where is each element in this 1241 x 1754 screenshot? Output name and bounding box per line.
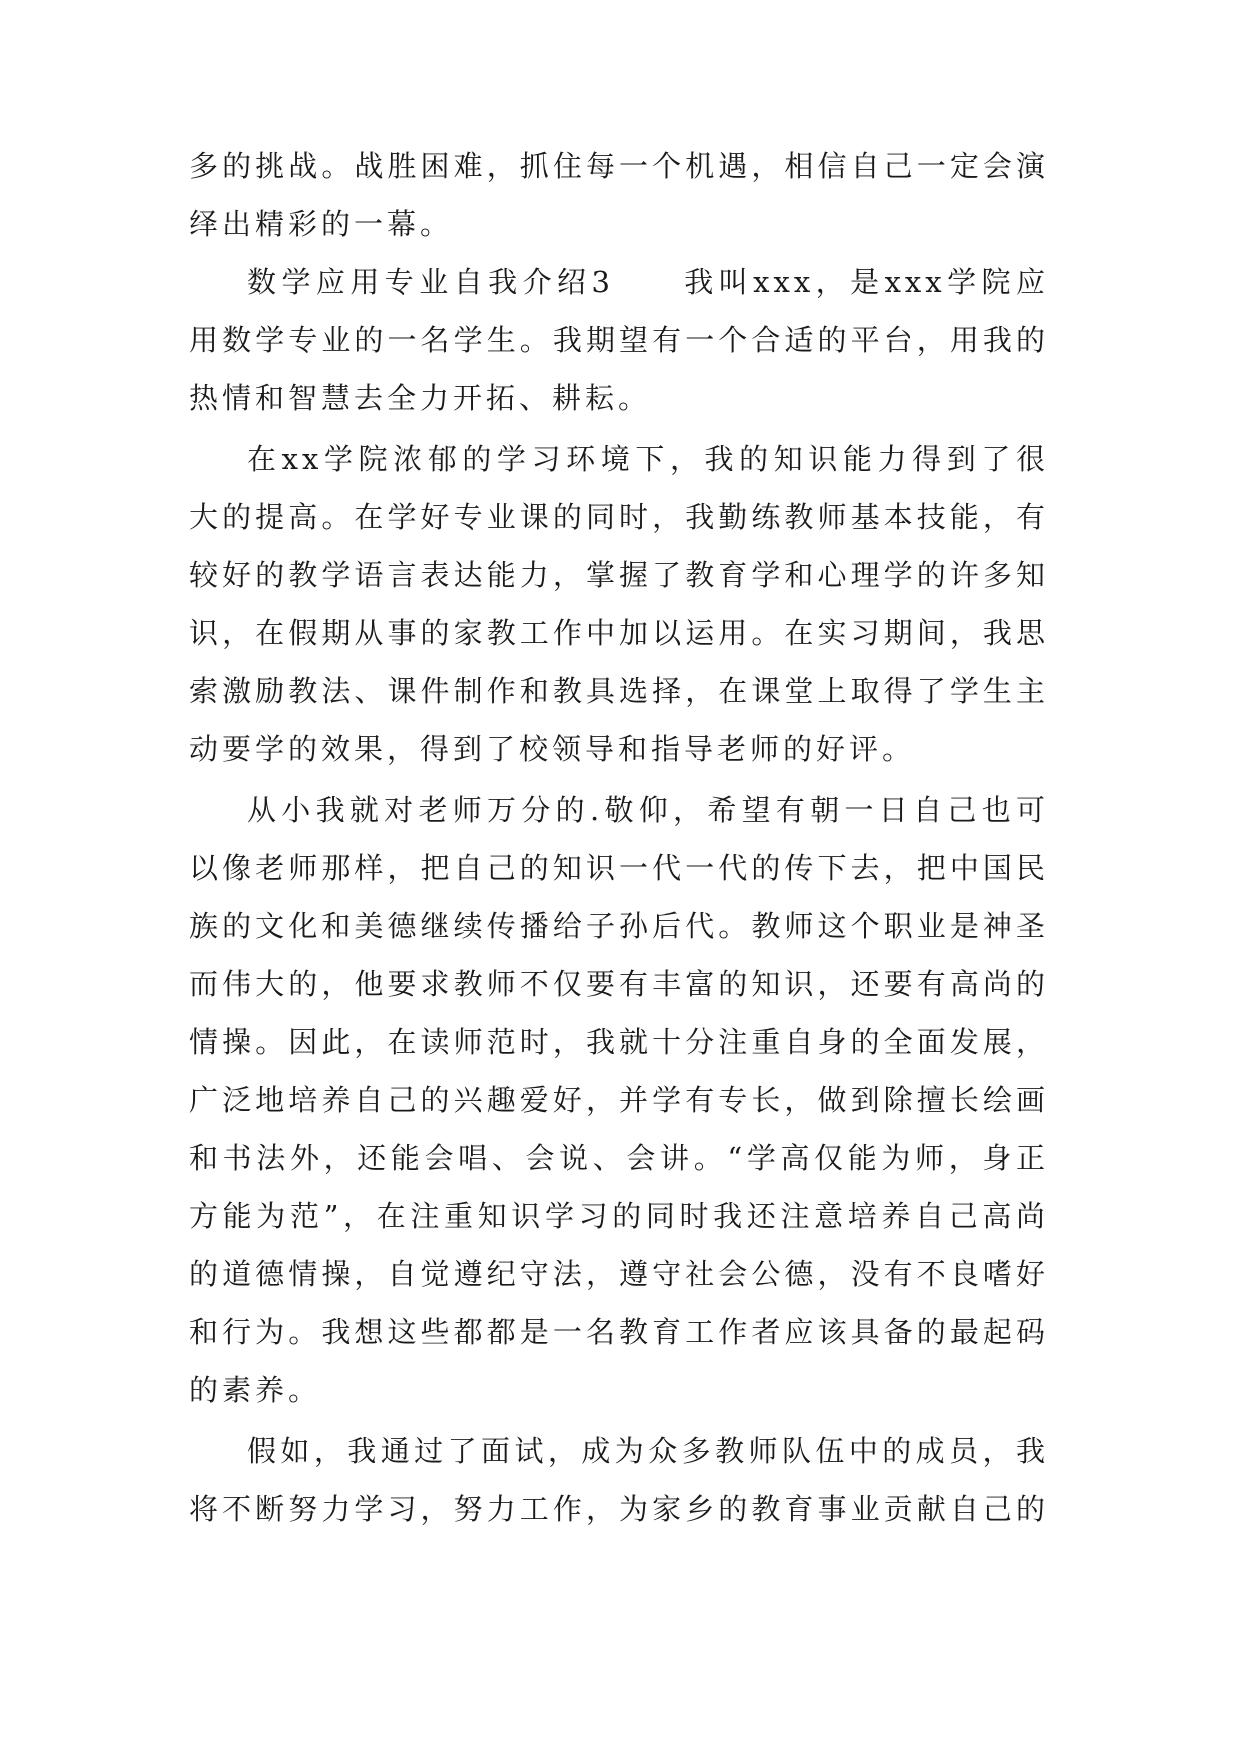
text-line: 数学应用专业自我介绍3 我叫xxx，是xxx学院应 — [247, 265, 1049, 299]
text-line: 假如，我通过了面试，成为众多教师队伍中的成员，我 — [247, 1434, 1049, 1468]
text-line: 以像老师那样，把自己的知识一代一代的传下去，把中国民 — [189, 851, 1049, 885]
text-line: 方能为范”，在注重知识学习的同时我还注意培养自己高尚 — [189, 1199, 1049, 1233]
text-line: 广泛地培养自己的兴趣爱好，并学有专长，做到除擅长绘画 — [189, 1083, 1049, 1117]
text-line: 大的提高。在学好专业课的同时，我勤练教师基本技能，有 — [189, 500, 1049, 534]
text-line: 的道德情操，自觉遵纪守法，遵守社会公德，没有不良嗜好 — [189, 1257, 1049, 1291]
text-line: 用数学专业的一名学生。我期望有一个合适的平台，用我的 — [189, 323, 1049, 357]
text-line: 族的文化和美德继续传播给子孙后代。教师这个职业是神圣 — [189, 909, 1049, 943]
text-line: 在xx学院浓郁的学习环境下，我的知识能力得到了很 — [247, 442, 1049, 476]
text-line: 索激励教法、课件制作和教具选择，在课堂上取得了学生主 — [189, 674, 1049, 708]
text-line: 而伟大的，他要求教师不仅要有丰富的知识，还要有高尚的 — [189, 967, 1049, 1001]
text-line: 和行为。我想这些都都是一名教育工作者应该具备的最起码 — [189, 1315, 1049, 1349]
text-line: 的素养。 — [189, 1373, 322, 1407]
text-line: 情操。因此，在读师范时，我就十分注重自身的全面发展， — [189, 1025, 1049, 1059]
text-line: 绎出精彩的一幕。 — [189, 207, 454, 241]
text-line: 动要学的效果，得到了校领导和指导老师的好评。 — [189, 732, 916, 766]
text-line: 多的挑战。战胜困难，抓住每一个机遇，相信自己一定会演 — [189, 149, 1049, 183]
text-line: 热情和智慧去全力开拓、耕耘。 — [189, 381, 652, 415]
text-line: 较好的教学语言表达能力，掌握了教育学和心理学的许多知 — [189, 558, 1049, 592]
text-line: 将不断努力学习，努力工作，为家乡的教育事业贡献自己的 — [189, 1492, 1049, 1526]
text-line: 识，在假期从事的家教工作中加以运用。在实习期间，我思 — [189, 616, 1049, 650]
text-line: 和书法外，还能会唱、会说、会讲。“学高仅能为师，身正 — [189, 1141, 1049, 1175]
text-line: 从小我就对老师万分的.敬仰，希望有朝一日自己也可 — [247, 793, 1049, 827]
